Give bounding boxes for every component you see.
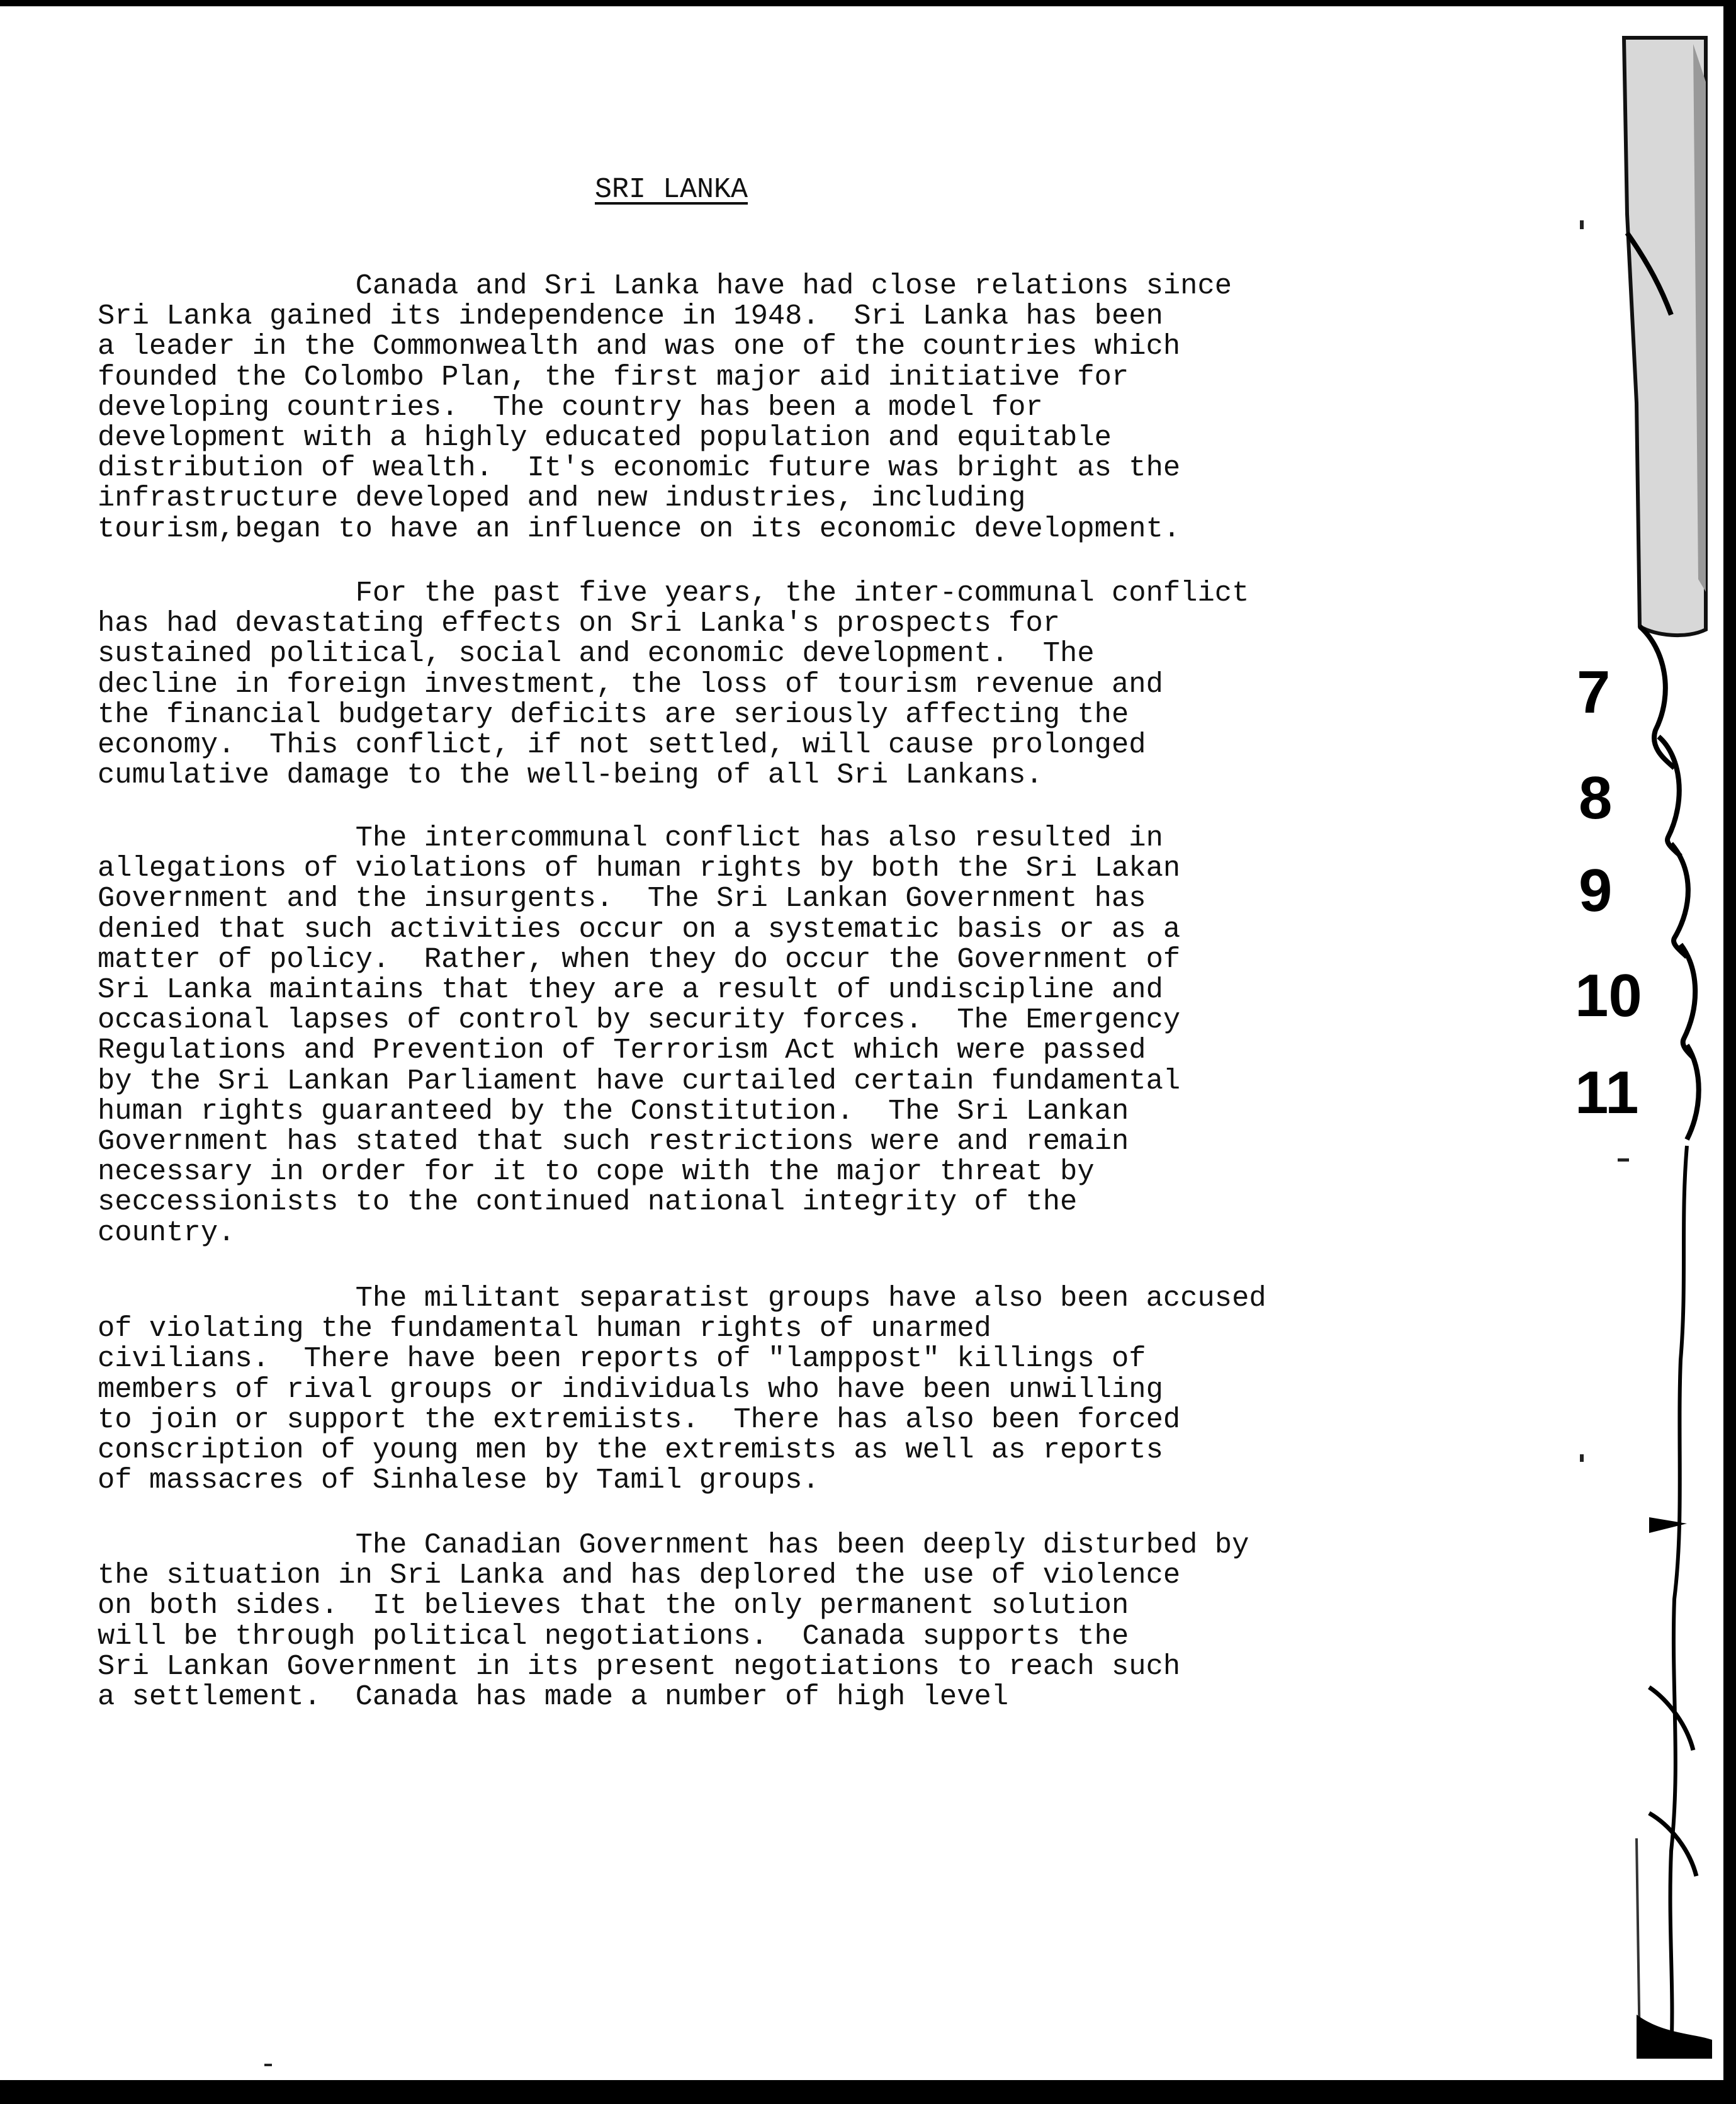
- tab-label-8[interactable]: 8: [1579, 764, 1613, 832]
- scan-speck: [1580, 220, 1584, 229]
- paragraph-3: The intercommunal conflict has also resulted in allegations of violations of human rights by both the Sri Lakan Government and the insurgents. The Sri Lankan Government has denied that such activities occur on a systematic basis or as a matter of policy. Rather, when they do occur the Government of Sri Lanka maintains that they are a result of undiscipline and occasional lapses of control by security forces. The Emergency Regulations and Prevention of Terrorism Act which were passed by the Sri Lankan Parliament have curtailed certain fundamental human rights guaranteed by the Constitution. The Sri Lankan Government has stated that such restrictions were and remain necessary in order for it to cope with the major threat by seccessionists to the continued national integrity of the country.: [98, 822, 1181, 1249]
- scan-edge-top: [0, 0, 1736, 6]
- document-title: SRI LANKA: [595, 174, 748, 206]
- scan-speck: [1580, 1454, 1584, 1462]
- scan-speck: [1618, 1158, 1629, 1162]
- tab-label-9[interactable]: 9: [1579, 857, 1613, 924]
- tab-label-7[interactable]: 7: [1577, 659, 1611, 726]
- tab-label-10[interactable]: 10: [1575, 962, 1642, 1029]
- tab-divider-strip: [1611, 25, 1718, 2078]
- scan-speck: [264, 2064, 272, 2066]
- paragraph-5: The Canadian Government has been deeply disturbed by the situation in Sri Lanka and has deplored the use of violence on both sides. It believes that the only permanent solution will be through political negotiations. Canada supports the Sri Lankan Government in its present negotiations to reach such a settlement. Canada has made a number of high level: [98, 1529, 1249, 1714]
- tab-edge-graphic: [1611, 25, 1718, 2078]
- scan-edge-right: [1723, 0, 1736, 2104]
- paragraph-2: For the past five years, the inter-communal conflict has had devastating effects on Sri Lanka's prospects for sustained political, social and economic development. The decline in foreign investment, the loss of tourism revenue and the financial budgetary deficits are seriously affecting the economy. This conflict, if not settled, will cause prolonged cumulative damage to the well-being of all Sri Lankans.: [98, 577, 1249, 792]
- paragraph-1: Canada and Sri Lanka have had close relations since Sri Lanka gained its independence in 1948. Sri Lanka has been a leader in the Commonwealth and was one of the countries which founded the Colombo Plan, the first major aid initiative for developing countries. The country has been a model for development with a highly educated population and equitable distribution of wealth. It's economic future was bright as the infrastructure developed and new industries, including tourism,began to have an influence on its economic development.: [98, 269, 1232, 545]
- paragraph-4: The militant separatist groups have also been accused of violating the fundamental human rights of unarmed civilians. There have been reports of "lamppost" killings of members of rival groups or individuals who have been unwilling to join or support the extremiists. There has also been forced conscription of young men by the extremists as well as reports of massacres of Sinhalese by Tamil groups.: [98, 1282, 1266, 1497]
- tab-label-11[interactable]: 11: [1575, 1059, 1639, 1126]
- scan-edge-bottom: [0, 2080, 1736, 2104]
